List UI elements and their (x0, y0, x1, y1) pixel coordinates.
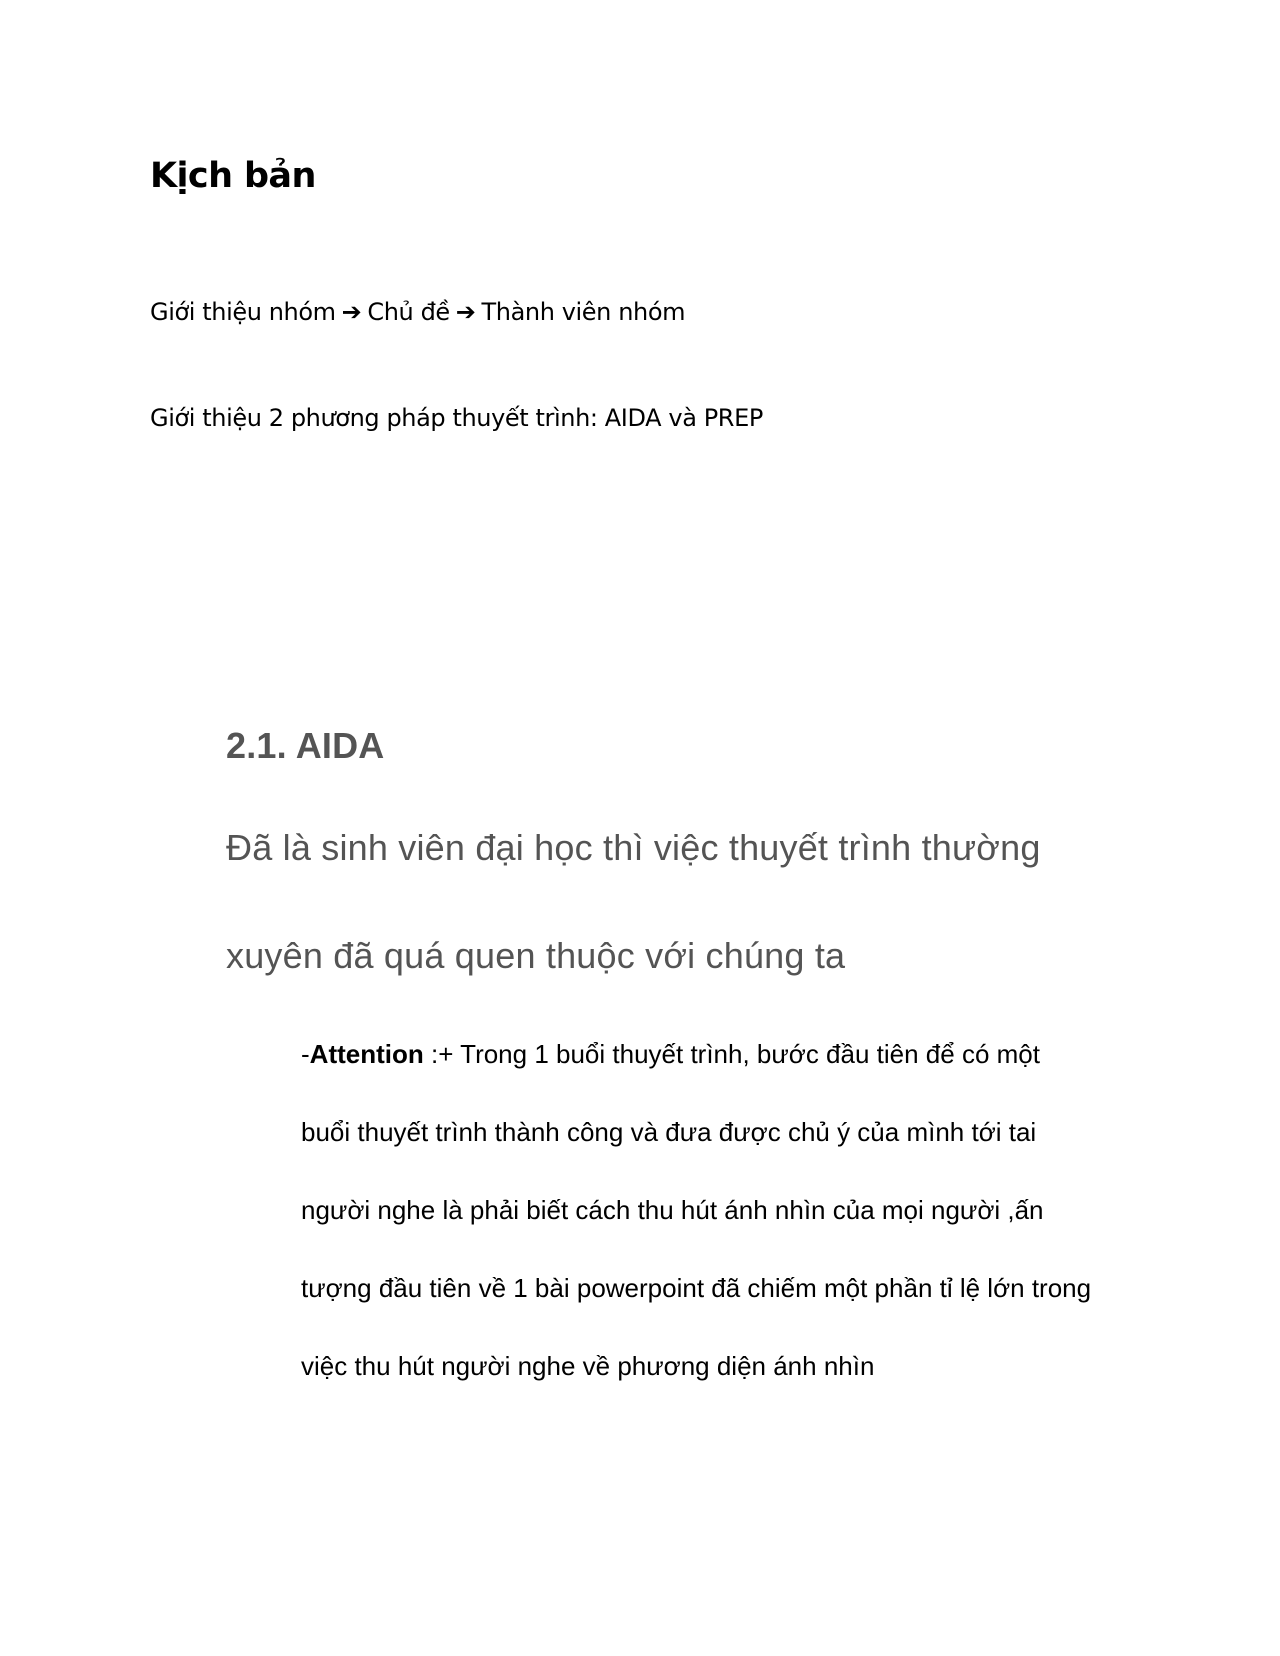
section-lead-paragraph (226, 827, 1106, 1043)
attention-line: buổi thuyết trình thành công và đưa được chủ ý của mình tới tai (301, 1117, 1037, 1147)
flow-step-group-intro: Giới thiệu nhóm (150, 298, 336, 326)
intro-flow-line (150, 296, 685, 328)
flow-step-members: Thành viên nhóm (481, 298, 686, 326)
right-arrow-icon: ➔ (341, 298, 362, 326)
section-lead-line: Đã là sinh viên đại học thì việc thuyết trình thường (226, 827, 1041, 868)
methods-intro-line: Giới thiệu 2 phương pháp thuyết trình: AIDA và PREP (150, 404, 763, 432)
attention-prefix: - (301, 1039, 310, 1069)
attention-label: Attention (309, 1039, 424, 1069)
document-title: Kịch bản (150, 156, 316, 196)
attention-paragraph (301, 1039, 1161, 1432)
attention-line: tượng đầu tiên về 1 bài powerpoint đã chiếm một phần tỉ lệ lớn trong (301, 1273, 1092, 1303)
right-arrow-icon: ➔ (455, 298, 476, 326)
attention-line: việc thu hút người nghe về phương diện ánh nhìn (301, 1351, 875, 1381)
attention-line: người nghe là phải biết cách thu hút ánh nhìn của mọi người ,ấn (301, 1195, 1044, 1225)
flow-step-topic: Chủ đề (367, 298, 450, 326)
section-lead-line: xuyên đã quá quen thuộc với chúng ta (226, 935, 846, 976)
section-heading: 2.1. AIDA (226, 725, 385, 766)
attention-first-line (301, 1015, 1161, 1093)
attention-first-line-text: :+ Trong 1 buổi thuyết trình, bước đầu tiên để có một (423, 1039, 1040, 1069)
